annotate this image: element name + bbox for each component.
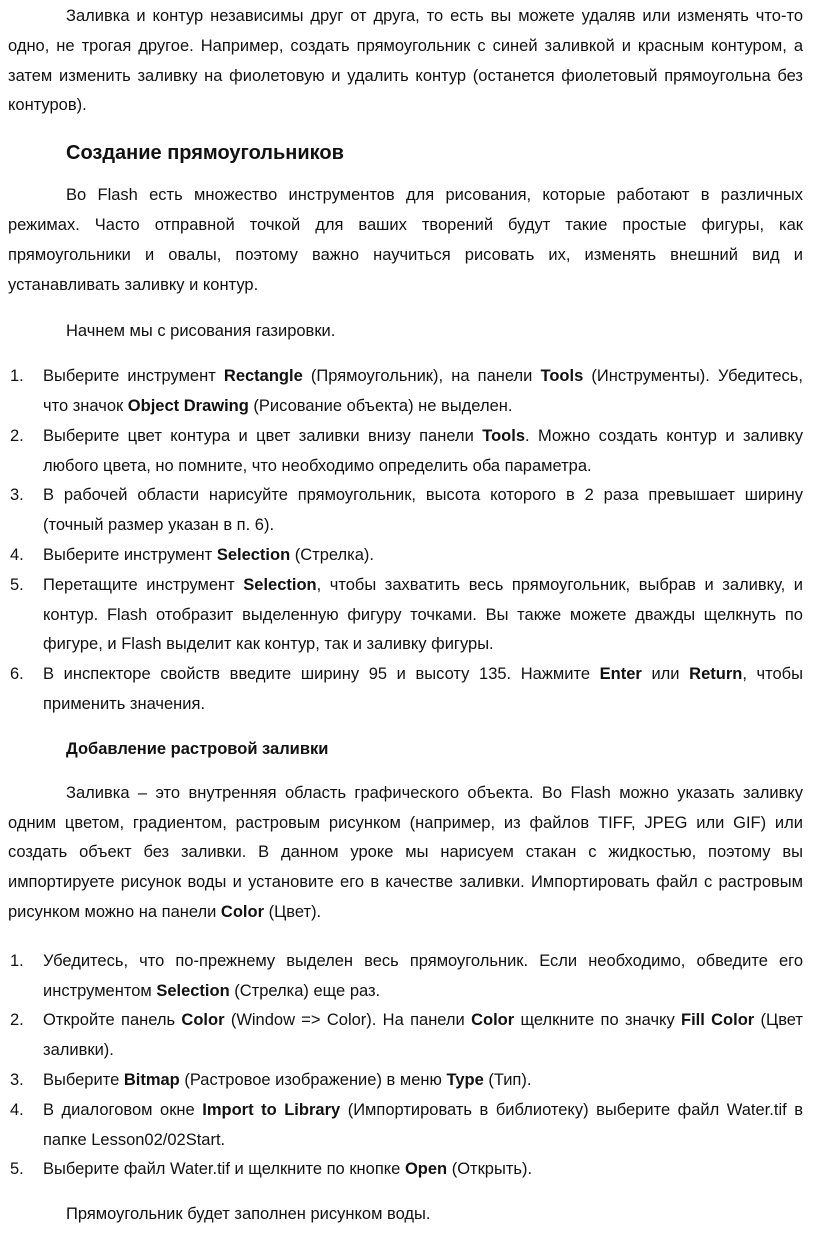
- text-run: Выберите инструмент: [43, 545, 217, 564]
- list-item: [8, 1096, 803, 1156]
- bold-term: Tools: [482, 426, 525, 445]
- section1-paragraph: Во Flash есть множество инструментов для рисования, которые работают в различных режимах. Часто отправной точкой для ваших творений будут такие простые фигуры, как прямоугольники и овалы, поэтому важно научиться рисовать их, изменять внешний вид и устанавливать заливку и контур.: [8, 186, 803, 294]
- bold-term: Selection: [156, 981, 230, 1000]
- text-run: (Открыть).: [447, 1160, 533, 1179]
- text-run: Откройте панель: [43, 1011, 182, 1030]
- list-item-number: 4.: [10, 1100, 24, 1119]
- list-item: [8, 422, 803, 482]
- text-run: или: [641, 665, 690, 684]
- list-item-number: 5.: [10, 575, 24, 594]
- list-item: [8, 362, 803, 422]
- list-item: [8, 541, 803, 571]
- list-item-number: 5.: [10, 1160, 24, 1179]
- list-item-number: 3.: [10, 1070, 24, 1089]
- text-run: Убедитесь, что по-прежнему выделен весь прямоугольник. Если необходимо, обведите его инструментом: [43, 951, 803, 1000]
- bold-term: Import to Library: [202, 1100, 341, 1119]
- list-item-number: 4.: [10, 545, 24, 564]
- list-item-number: 2.: [10, 1011, 24, 1030]
- text-run: В инспекторе свойств введите ширину 95 и высоту 135. Нажмите: [43, 665, 600, 684]
- list-item: [8, 947, 803, 1007]
- bold-term: Enter: [599, 665, 642, 684]
- text-run: Выберите: [43, 1070, 124, 1089]
- list-item: [8, 481, 803, 541]
- bold-term: Selection: [216, 545, 291, 564]
- text-run: (Цвет).: [264, 902, 322, 921]
- text-run: Выберите цвет контура и цвет заливки внизу панели: [43, 426, 483, 445]
- bold-term: Color: [471, 1011, 515, 1030]
- list-item: [8, 1006, 803, 1066]
- bold-term: Tools: [540, 367, 584, 386]
- text-run: Перетащите инструмент: [43, 575, 244, 594]
- text-run: (Инструменты). Убедитесь, что значок: [43, 367, 803, 415]
- text-run: , чтобы применить значения.: [43, 665, 803, 713]
- section2-paragraph: [8, 779, 803, 928]
- bold-term: Type: [446, 1070, 484, 1089]
- section-heading-rectangles: Создание прямоугольников: [66, 142, 344, 165]
- section-heading-bitmap-fill: Добавление растровой заливки: [66, 739, 329, 758]
- text-run: (Тип).: [483, 1070, 532, 1089]
- list-item: [8, 1066, 803, 1096]
- text-run: В диалоговом окне: [43, 1100, 203, 1119]
- text-run: (Импортировать в библиотеку) выберите файл Water.tif в папке Lesson02/02Start.: [43, 1100, 803, 1149]
- closing-paragraph: Прямоугольник будет заполнен рисунком воды.: [66, 1205, 431, 1224]
- text-run: щелкните по значку: [514, 1011, 681, 1030]
- list-item-number: 6.: [10, 665, 24, 684]
- text-run: (Рисование объекта) не выделен.: [248, 396, 513, 415]
- text-run: Выберите файл Water.tif и щелкните по кнопке: [43, 1160, 405, 1179]
- intro-paragraph: Заливка и контур независимы друг от друга, то есть вы можете удаляв или изменять что-то одно, не трогая другое. Например, создать прямоугольник с синей заливкой и красным контуром, а затем изменить заливку на фиолетовую и удалить контур (останется фиолетовый прямоугольна без контуров).: [8, 7, 803, 115]
- text-run: Заливка – это внутренняя область графического объекта. Во Flash можно указать заливку одним цветом, градиентом, растровым рисунком (например, из файлов TIFF, JPEG или GIF) или создать объект без заливки. В данном уроке мы нарисуем стакан с жидкостью, поэтому вы импортируете рисунок воды и установите его в качестве заливки. Импортировать файл с растровым рисунком можно на панели: [8, 783, 803, 921]
- section2-steps-list: [8, 947, 803, 1185]
- text-run: , чтобы захватить весь прямоугольник, выбрав и заливку, и контур. Flash отобразит выделенную фигуру точками. Вы также можете дважды щелкнуть по фигуре, и Flash выделит как контур, так и заливку фигуры.: [43, 575, 804, 654]
- text-run: (Window => Color). На панели: [224, 1011, 472, 1030]
- bold-term: Color: [181, 1011, 225, 1030]
- text-run: . Можно создать контур и заливку любого цвета, но помните, что необходимо определить оба параметра.: [43, 426, 803, 475]
- list-item-number: 2.: [10, 426, 24, 445]
- list-item: [8, 571, 803, 660]
- text-run: (Цвет заливки).: [43, 1011, 803, 1060]
- bold-term: Color: [220, 902, 265, 921]
- text-run: (Растровое изображение) в меню: [179, 1070, 447, 1089]
- bold-term: Object Drawing: [127, 396, 249, 415]
- bold-term: Fill Color: [681, 1011, 755, 1030]
- bold-term: Return: [689, 665, 743, 684]
- section1-lead-paragraph: Начнем мы с рисования газировки.: [66, 322, 336, 341]
- list-item: [8, 660, 803, 720]
- list-item-number: 1.: [10, 951, 24, 970]
- text-run: (Прямоугольник), на панели: [302, 367, 541, 386]
- text-run: Выберите инструмент: [43, 367, 224, 386]
- list-item-number: 1.: [10, 367, 24, 386]
- text-run: (Стрелка).: [290, 545, 374, 564]
- bold-term: Rectangle: [223, 367, 303, 386]
- list-item-number: 3.: [10, 486, 24, 505]
- bold-term: Bitmap: [123, 1070, 180, 1089]
- bold-term: Selection: [243, 575, 317, 594]
- list-item: [8, 1155, 803, 1185]
- text-run: В рабочей области нарисуйте прямоугольник, высота которого в 2 раза превышает ширину (точный размер указан в п. 6).: [43, 486, 803, 535]
- text-run: (Стрелка) еще раз.: [229, 981, 381, 1000]
- bold-term: Open: [404, 1160, 448, 1179]
- section1-steps-list: [8, 362, 803, 720]
